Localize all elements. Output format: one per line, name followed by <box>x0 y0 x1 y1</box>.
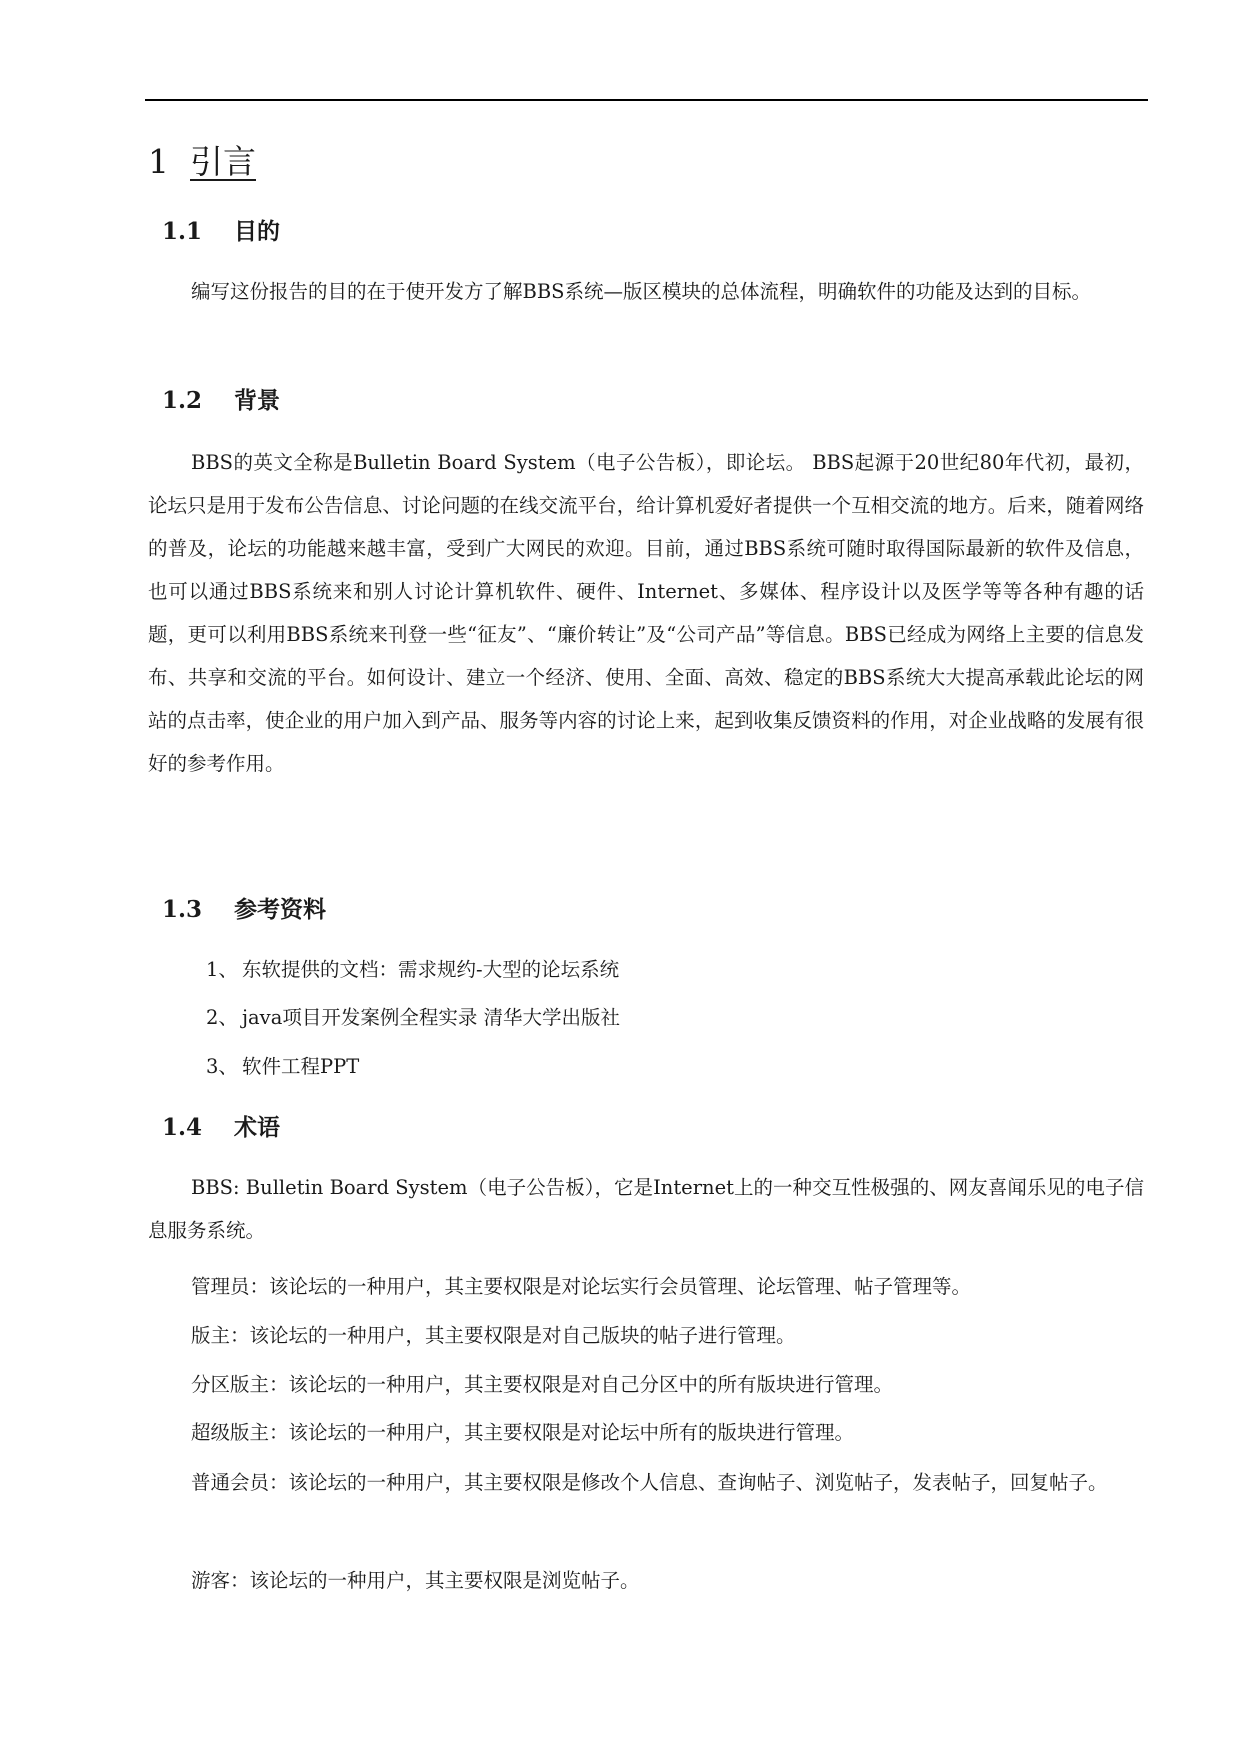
term-paragraph-moderator: 版主：该论坛的一种用户，其主要权限是对自己版块的帖子进行管理。 <box>191 1324 796 1347</box>
section-number: 1.4 <box>162 1114 203 1141</box>
reference-text: 软件工程PPT <box>242 1055 360 1078</box>
section-title: 参考资料 <box>234 896 326 923</box>
term-paragraph-super-moderator: 超级版主：该论坛的一种用户，其主要权限是对论坛中所有的版块进行管理。 <box>191 1421 855 1444</box>
section-heading-background <box>162 386 280 416</box>
reference-item <box>206 1052 359 1082</box>
reference-text: 东软提供的文档：需求规约-大型的论坛系统 <box>242 958 620 981</box>
term-paragraph-zone-moderator: 分区版主：该论坛的一种用户，其主要权限是对自己分区中的所有版块进行管理。 <box>191 1373 894 1396</box>
reference-item <box>206 1003 620 1033</box>
header-rule <box>145 99 1148 101</box>
term-paragraph-member: 普通会员：该论坛的一种用户，其主要权限是修改个人信息、查询帖子、浏览帖子，发表帖子，回复帖子。 <box>191 1471 1108 1494</box>
section-number: 1.1 <box>162 218 203 245</box>
section-title: 目的 <box>234 218 280 245</box>
background-paragraph: BBS的英文全称是Bulletin Board System（电子公告板），即论坛。 BBS起源于20世纪80年代初，最初，论坛只是用于发布公告信息、讨论问题的在线交流平台，给计算机爱好者提供一个互相交流的地方。后来，随着网络的普及，论坛的功能越来越丰富，受到广大网民的欢迎。目前，通过BBS系统可随时取得国际最新的软件及信息，也可以通过BBS系统来和别人讨论计算机软件、硬件、Internet、多媒体、程序设计以及医学等等各种有趣的话题，更可以利用BBS系统来刊登一些“征友”、“廉价转让”及“公司产品”等信息。BBS已经成为网络上主要的信息发布、共享和交流的平台。如何设计、建立一个经济、使用、全面、高效、稳定的BBS系统大大提高承载此论坛的网站的点击率，使企业的用户加入到产品、服务等内容的讨论上来，起到收集反馈资料的作用，对企业战略的发展有很好的参考作用。 <box>148 451 1144 775</box>
reference-text: java项目开发案例全程实录 清华大学出版社 <box>242 1006 621 1029</box>
section-heading-purpose <box>162 217 280 247</box>
section-title: 术语 <box>234 1114 280 1141</box>
section-heading-references <box>162 895 326 925</box>
reference-number: 1、 <box>206 958 238 981</box>
reference-number: 2、 <box>206 1006 238 1029</box>
reference-number: 3、 <box>206 1055 238 1078</box>
section-number: 1.3 <box>162 896 203 923</box>
reference-item <box>206 955 619 985</box>
section-heading-terms <box>162 1113 280 1143</box>
term-paragraph-guest: 游客：该论坛的一种用户，其主要权限是浏览帖子。 <box>191 1569 640 1592</box>
term-paragraph-bbs: BBS: Bulletin Board System（电子公告板），它是Internet上的一种交互性极强的、网友喜闻乐见的电子信息服务系统。 <box>148 1176 1144 1242</box>
term-paragraph-admin: 管理员：该论坛的一种用户，其主要权限是对论坛实行会员管理、论坛管理、帖子管理等。 <box>191 1275 972 1298</box>
chapter-number: 1 <box>148 142 169 181</box>
chapter-title: 引言 <box>190 142 256 181</box>
chapter-heading <box>148 142 256 182</box>
section-title: 背景 <box>234 387 280 414</box>
purpose-paragraph: 编写这份报告的目的在于使开发方了解BBS系统—版区模块的总体流程，明确软件的功能及达到的目标。 <box>191 280 1092 303</box>
section-number: 1.2 <box>162 387 203 414</box>
